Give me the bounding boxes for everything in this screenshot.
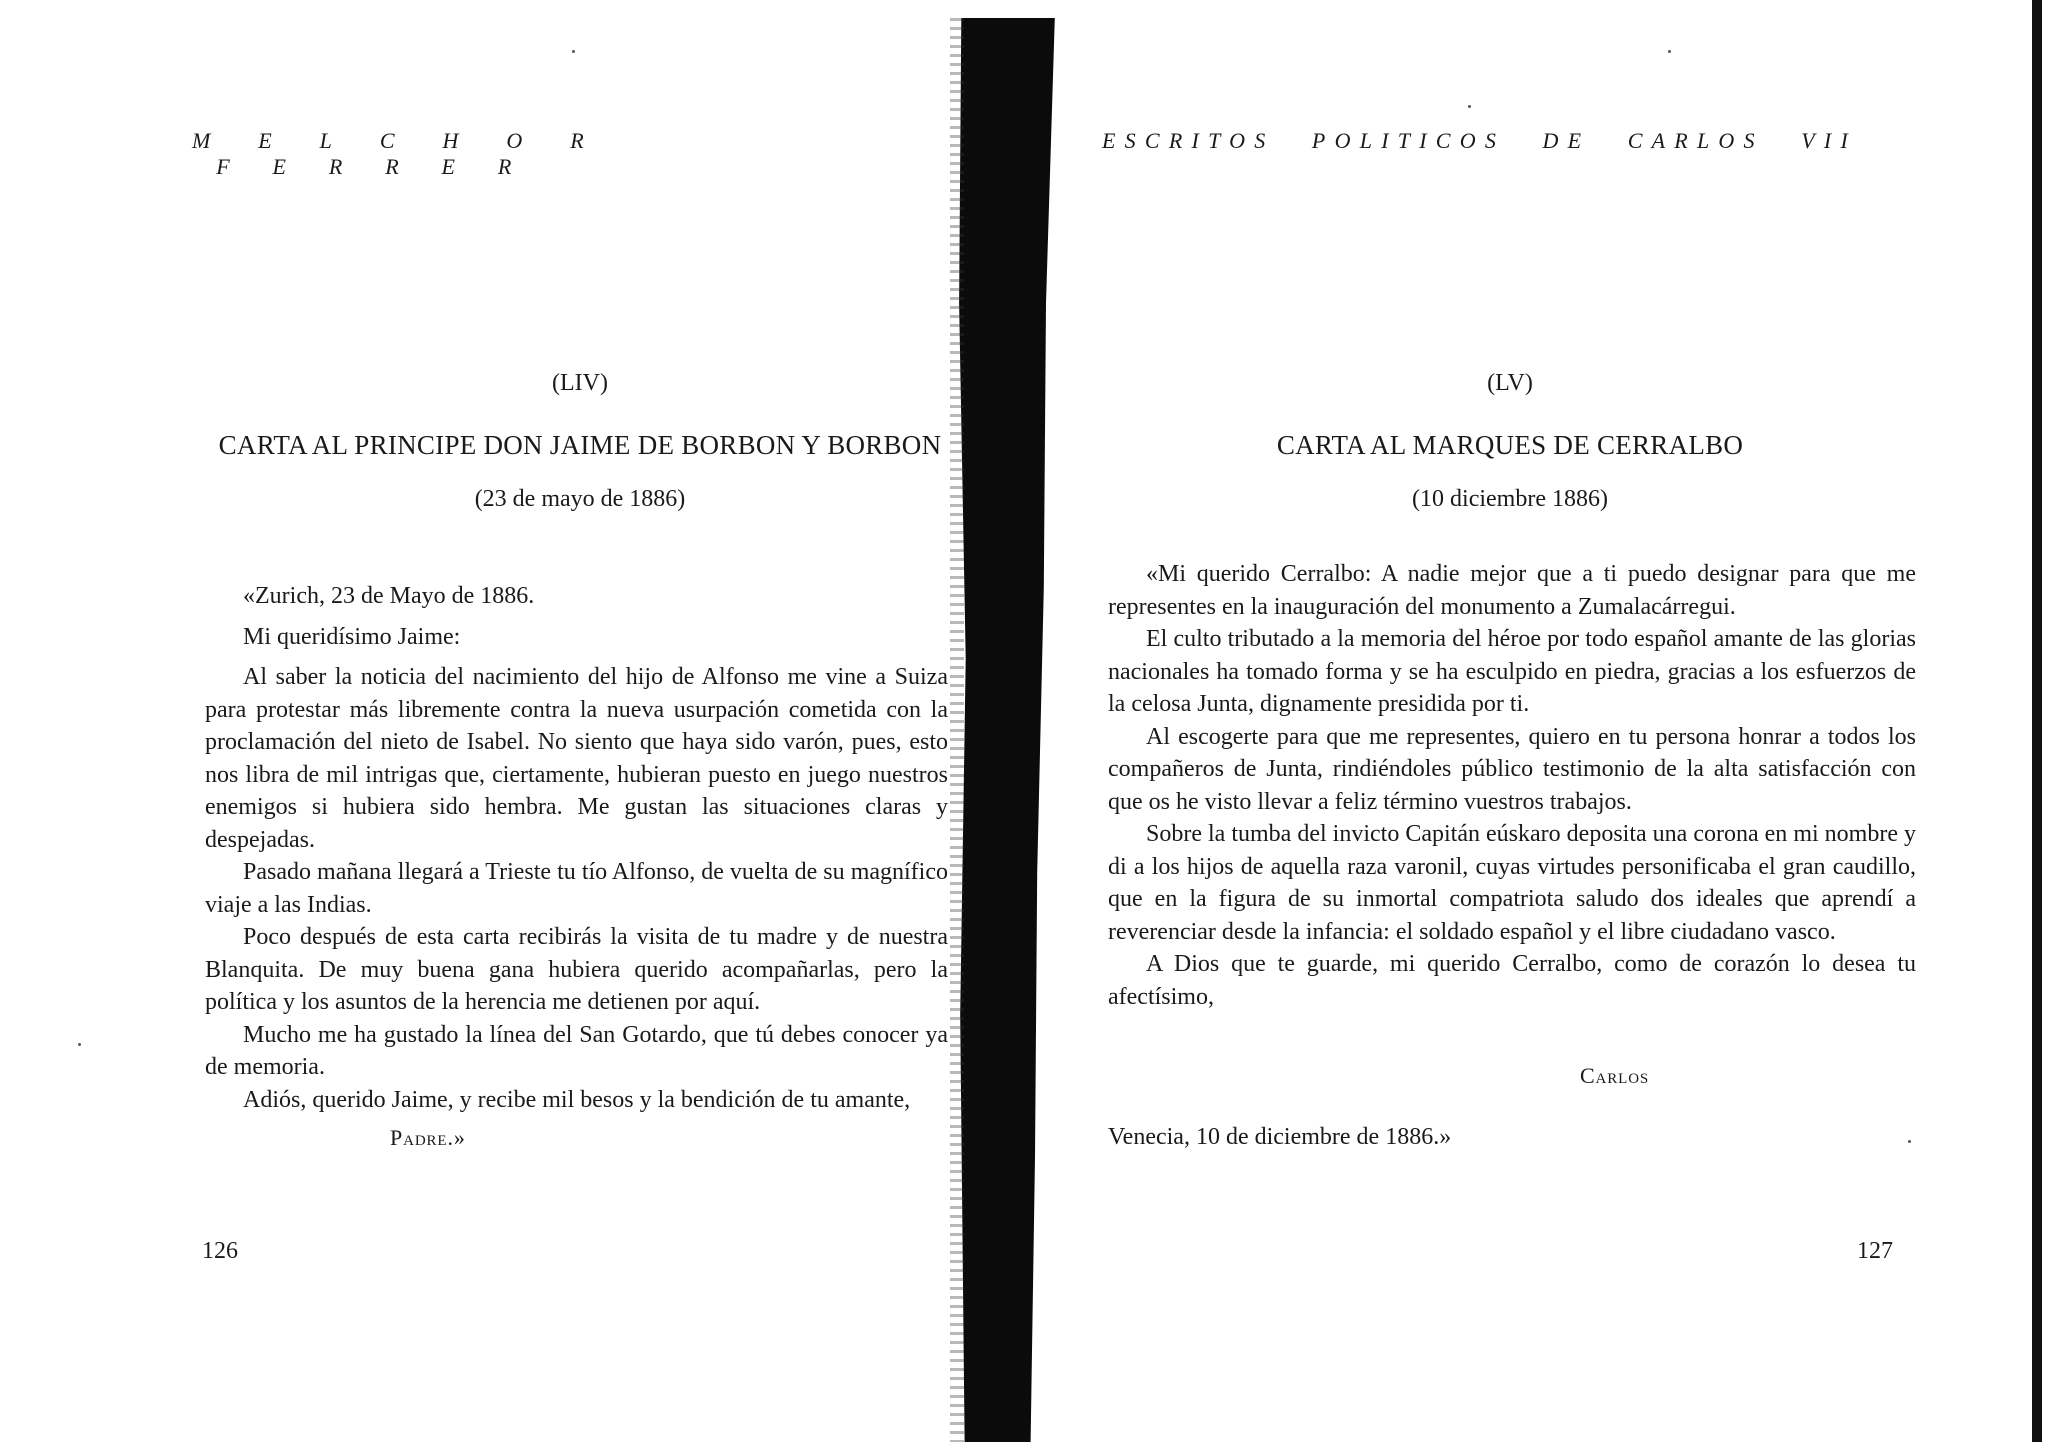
signature: Padre.» bbox=[390, 1125, 466, 1150]
scan-speck bbox=[1468, 105, 1471, 108]
letter-title: CARTA AL MARQUES DE CERRALBO bbox=[1276, 430, 1744, 460]
paragraph: Mi queridísimo Jaime: bbox=[243, 623, 461, 650]
paragraph: Al escogerte para que me representes, quiero en tu persona honrar a todos los compañeros de Junta, rindiéndoles público testimonio de la alta satisfacción con que os he visto llevar a feliz término vuestros trabajos. bbox=[1108, 723, 1916, 815]
gutter-speckle bbox=[950, 18, 964, 1442]
running-head-word: VII bbox=[1801, 128, 1858, 153]
paragraph: «Mi querido Cerralbo: A nadie mejor que a ti puedo designar para que me representes en la inauguración del monumento a Zumalacárregui. bbox=[1108, 561, 1916, 620]
closing-place-date: Venecia, 10 de diciembre de 1886.» bbox=[1108, 1124, 1452, 1150]
running-head-word: CARLOS bbox=[1627, 128, 1764, 153]
letter-date: (10 diciembre 1886) bbox=[1412, 486, 1608, 512]
running-head-word: MELCHOR bbox=[192, 128, 632, 153]
scan-speck bbox=[78, 1043, 81, 1046]
paragraph: El culto tributado a la memoria del héroe por todo español amante de las glorias nacionales ha tomado forma y se ha esculpido en piedra, gracias a los esfuerzos de la celosa Junta, dignamente presidida por ti. bbox=[1108, 626, 1916, 717]
running-head-word: FERRER bbox=[216, 154, 555, 179]
paragraph: Sobre la tumba del invicto Capitán eúskaro deposita una corona en mi nombre y di a los hijos de aquella raza varonil, cuyas virtudes personificaba el gran caudillo, que en la figura de su inmortal compatriota saludo dos ideales que aprendí a reverenciar desde la infancia: el soldado español y el libre ciudadano vasco. bbox=[1108, 821, 1916, 945]
paragraph: A Dios que te guarde, mi querido Cerralbo, como de corazón lo desea tu afectísimo, bbox=[1108, 951, 1916, 1010]
left-page bbox=[0, 0, 960, 1442]
paragraph: Adiós, querido Jaime, y recibe mil besos y la bendición de tu amante, bbox=[243, 1086, 911, 1113]
letter-body bbox=[1108, 558, 1916, 1013]
letter-title: CARTA AL PRINCIPE DON JAIME DE BORBON Y BORBON bbox=[218, 430, 942, 460]
scan-speck bbox=[1668, 50, 1671, 53]
running-head-title bbox=[1102, 128, 1922, 154]
paragraph: Mucho me ha gustado la línea del San Gotardo, que tú debes conocer ya de memoria. bbox=[205, 1021, 948, 1080]
paragraph: Pasado mañana llegará a Trieste tu tío Alfonso, de vuelta de su magnífico viaje a las Indias. bbox=[205, 859, 948, 918]
page-number: 126 bbox=[202, 1238, 238, 1264]
running-head-word: ESCRITOS bbox=[1102, 128, 1275, 153]
letter-date: (23 de mayo de 1886) bbox=[474, 486, 686, 512]
letter-body bbox=[205, 580, 948, 1116]
scan-speck bbox=[572, 50, 575, 53]
book-gutter-shadow bbox=[958, 18, 1068, 1442]
paragraph: «Zurich, 23 de Mayo de 1886. bbox=[243, 583, 535, 609]
scan-speck bbox=[1908, 1140, 1911, 1143]
page-number: 127 bbox=[1857, 1238, 1893, 1264]
letter-number: (LIV) bbox=[552, 370, 608, 396]
signature: Carlos bbox=[1580, 1063, 1650, 1088]
scan-edge bbox=[2032, 0, 2042, 1442]
right-page bbox=[1060, 0, 2048, 1442]
paragraph: Poco después de esta carta recibirás la visita de tu madre y de nuestra Blanquita. De muy buena gana hubiera querido acompañarlas, pero la política y los asuntos de la herencia me detienen por aquí. bbox=[205, 924, 948, 1015]
running-head-author bbox=[192, 128, 952, 180]
paragraph: Al saber la noticia del nacimiento del hijo de Alfonso me vine a Suiza para protestar más libremente contra la nueva usurpación cometida con la proclamación del nieto de Isabel. No siento que haya sido varón, pues, esto nos libra de mil intrigas que, ciertamente, hubieran puesto en juego nuestros enemigos si hubiera sido hembra. Me gustan las situaciones claras y despejadas. bbox=[205, 664, 948, 853]
running-head-word: DE bbox=[1542, 128, 1591, 153]
running-head-word: POLITICOS bbox=[1311, 128, 1506, 153]
letter-number: (LV) bbox=[1487, 370, 1533, 396]
